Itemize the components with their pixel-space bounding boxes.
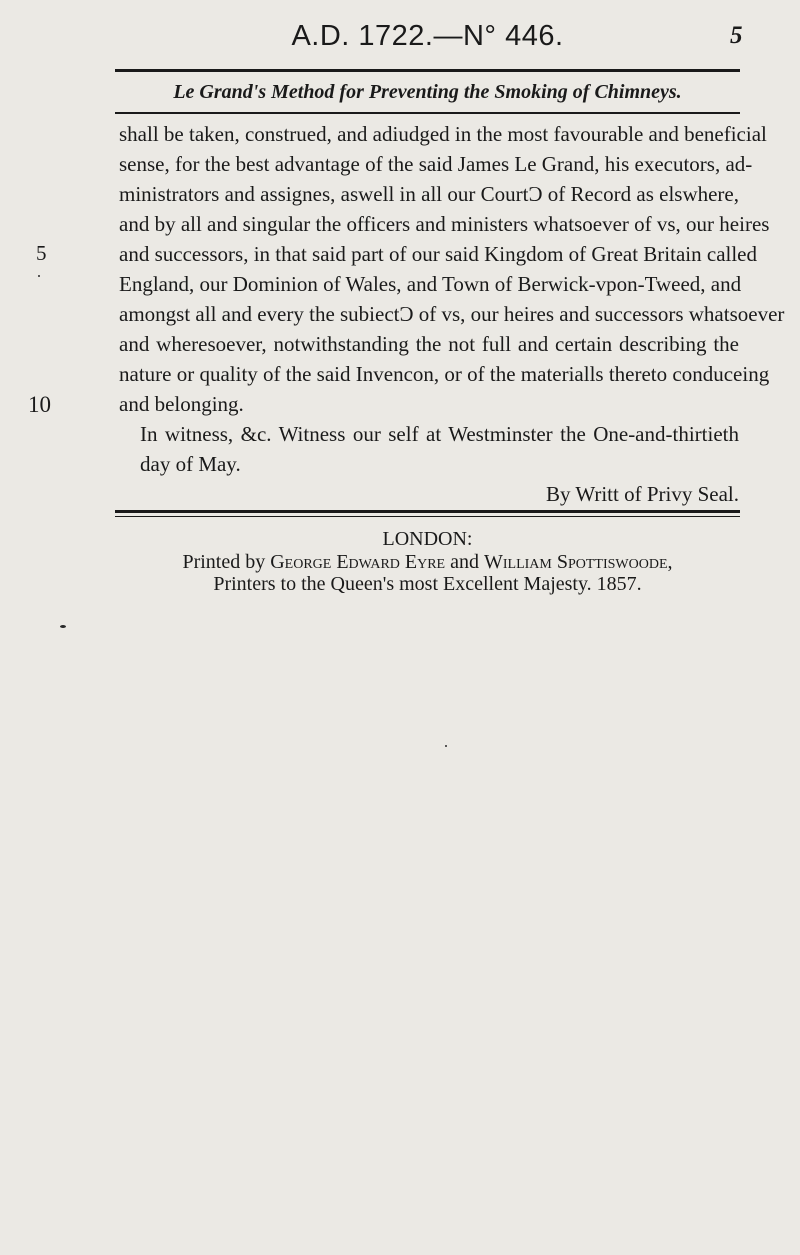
- colophon-and: and: [445, 551, 484, 573]
- page-number: 5: [730, 22, 743, 49]
- body-line: nature or quality of the said Invencon, or of the materialls thereto conduceing: [119, 362, 770, 386]
- colophon-place: LONDON:: [382, 528, 473, 550]
- colophon-printer-two: William Spottiswoode: [484, 551, 668, 573]
- footer-rule-thick: [115, 510, 740, 513]
- header-rule-bottom: [115, 112, 740, 114]
- running-head: A.D. 1722.—N° 446.: [291, 20, 564, 52]
- body-line: England, our Dominion of Wales, and Town of Berwick-vpon-Tweed, and: [119, 272, 742, 296]
- page-title: Le Grand's Method for Preventing the Smoking of Chimneys.: [173, 81, 682, 103]
- colophon-imprint: Printers to the Queen's most Excellent Majesty. 1857.: [213, 573, 642, 595]
- colophon-suffix: ,: [667, 551, 673, 573]
- body-line: and by all and singular the officers and ministers whatsoever of vs, our heires: [119, 212, 770, 236]
- body-line: shall be taken, construed, and adiudged in the most favourable and beneficial: [119, 122, 767, 146]
- body-line: sense, for the best advantage of the said James Le Grand, his executors, ad-: [119, 152, 753, 176]
- colophon-printer-one: George Edward Eyre: [270, 551, 446, 573]
- signature-line: By Writt of Privy Seal.: [545, 482, 739, 506]
- body-line: amongst all and every the subiectƆ of vs, our heires and successors whatsoever: [119, 302, 785, 326]
- line-number-marker: 10: [28, 392, 51, 417]
- paper-speck: [445, 745, 447, 747]
- colophon-prefix: Printed by: [182, 551, 271, 573]
- paper-speck: [60, 625, 66, 628]
- body-line: and wheresoever, notwithstanding the not full and certain describing the: [119, 332, 739, 356]
- body-line: In witness, &c. Witness our self at Westminster the One-and-thirtieth: [140, 422, 739, 446]
- body-line: day of May.: [140, 452, 241, 476]
- body-line: and successors, in that said part of our said Kingdom of Great Britain called: [119, 242, 757, 266]
- footer-rule-thin: [115, 516, 740, 517]
- colophon-printers: [115, 551, 740, 574]
- line-number-marker: 5: [36, 241, 47, 265]
- paper-speck: [38, 275, 40, 277]
- header-rule-top: [115, 69, 740, 72]
- body-line: and belonging.: [119, 392, 244, 416]
- body-line: ministrators and assignes, aswell in all our CourtƆ of Record as elswhere,: [119, 182, 739, 206]
